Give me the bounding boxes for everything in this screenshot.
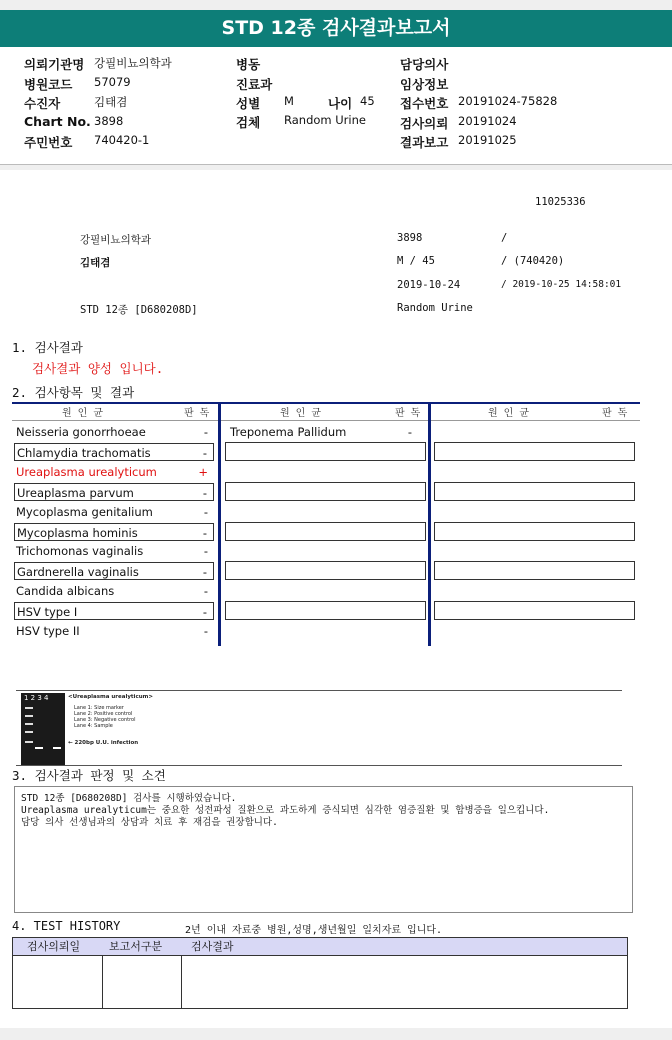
header-clinical	[400, 75, 448, 93]
label-age: 나이	[328, 96, 353, 111]
history-col-result: 검사결과	[191, 940, 234, 953]
gel-band	[25, 723, 33, 725]
report-specimen: Random Urine	[397, 302, 473, 314]
report-chart: 3898	[397, 232, 423, 244]
value-id: 740420-1	[94, 133, 150, 147]
gel-legend-item: Lane 2: Positive control	[74, 711, 133, 717]
value-report: 20191025	[458, 133, 517, 147]
table-row: Chlamydia trachomatis -	[14, 443, 214, 461]
value-code: 57079	[94, 75, 131, 89]
value-sex: M	[284, 94, 294, 108]
col-judge-1: 판 독	[184, 408, 210, 419]
empty-cell	[225, 561, 426, 580]
table-row: Gardnerella vaginalis -	[14, 562, 214, 580]
header-specimen	[236, 113, 366, 131]
table-header-rule	[12, 420, 640, 421]
gel-band	[25, 707, 33, 709]
findings-line: Ureaplasma urealyticum는 중요한 성전파성 질환으로 과도하게 증식되면 심각한 염증질환 및 합병증을 일으킵니다.	[21, 805, 550, 816]
col-judge-3: 판 독	[602, 408, 628, 419]
gel-legend-item: Lane 4: Sample	[74, 723, 113, 729]
empty-cell	[434, 561, 635, 580]
header-code	[24, 75, 131, 93]
col-pathogen-2: 원 인 균	[280, 408, 322, 419]
report-id: / (740420)	[501, 255, 565, 267]
label-patient: 수진자	[24, 96, 61, 111]
header-ward	[236, 55, 260, 73]
value-age: 45	[360, 94, 375, 108]
empty-cell	[434, 482, 635, 501]
col-judge-2: 판 독	[395, 408, 421, 419]
gel-band	[25, 731, 33, 733]
table-row: HSV type II -	[16, 624, 208, 638]
gel-legend-item: Lane 3: Negative control	[74, 717, 136, 723]
label-request: 검사의뢰	[400, 116, 449, 131]
table-row: Treponema Pallidum -	[230, 425, 412, 439]
report-date2: / 2019-10-25 14:58:01	[501, 279, 622, 290]
header-report	[400, 133, 517, 151]
label-receipt: 접수번호	[400, 96, 449, 111]
label-chart: Chart No.	[24, 114, 91, 129]
table-row: Mycoplasma hominis -	[14, 523, 214, 541]
section1-heading: 1. 검사결과	[12, 340, 83, 355]
empty-cell	[434, 522, 635, 541]
table-top-rule	[12, 402, 640, 404]
empty-cell	[225, 482, 426, 501]
label-specimen: 검체	[236, 115, 261, 130]
header-chart	[24, 114, 124, 129]
label-ward: 병동	[236, 57, 261, 72]
report-hospital: 강필비뇨의학과	[80, 234, 152, 246]
label-id: 주민번호	[24, 135, 73, 150]
gel-electrophoresis-panel	[16, 690, 622, 766]
report-title: STD 12종 검사결과보고서	[0, 10, 672, 47]
gel-image	[21, 693, 65, 765]
header-patient	[24, 94, 128, 112]
header-sex	[236, 94, 294, 112]
header-doctor	[400, 55, 448, 73]
report-header	[0, 47, 672, 165]
report-test-code: STD 12종 [D680208D]	[80, 304, 198, 316]
header-dept	[236, 75, 272, 93]
report-sex-age: M / 45	[397, 255, 435, 267]
section4-heading: 4. TEST HISTORY	[12, 919, 121, 933]
history-col-type: 보고서구분	[109, 940, 163, 953]
table-row: Ureaplasma parvum -	[14, 483, 214, 501]
value-specimen: Random Urine	[284, 113, 366, 127]
table-divider-2	[428, 402, 431, 646]
header-receipt	[400, 94, 558, 112]
gel-band	[25, 741, 33, 743]
report-paper	[0, 170, 672, 1028]
value-hospital: 강필비뇨의학과	[94, 56, 172, 70]
label-doctor: 담당의사	[400, 57, 449, 72]
header-request	[400, 114, 517, 132]
test-history-table	[12, 937, 628, 1009]
empty-cell	[434, 442, 635, 461]
empty-cell	[225, 442, 426, 461]
value-request: 20191024	[458, 114, 517, 128]
empty-cell	[225, 522, 426, 541]
value-receipt: 20191024-75828	[458, 94, 558, 108]
col-pathogen-1: 원 인 균	[62, 408, 104, 419]
col-pathogen-3: 원 인 균	[488, 408, 530, 419]
history-note: 2년 이내 자료중 병원,성명,생년월일 일치자료 입니다.	[185, 925, 443, 936]
section3-heading: 3. 검사결과 판정 및 소견	[12, 768, 166, 783]
header-hospital	[24, 55, 172, 73]
label-sex: 성별	[236, 96, 261, 111]
table-row-positive: Ureaplasma urealyticum +	[16, 465, 208, 479]
findings-box	[14, 786, 633, 913]
section2-heading: 2. 검사항목 및 결과	[12, 385, 135, 400]
findings-line: 담당 의사 선생님과의 상담과 치료 후 재검을 권장합니다.	[21, 817, 278, 828]
history-col-date: 검사의뢰일	[27, 940, 81, 953]
label-clinical: 임상정보	[400, 77, 449, 92]
table-row: HSV type I -	[14, 602, 214, 620]
gel-band-label: ← 220bp U.U. infection	[68, 740, 139, 746]
table-row: Trichomonas vaginalis -	[16, 544, 208, 558]
value-patient: 김태겸	[94, 95, 128, 109]
gel-band	[53, 747, 61, 749]
label-code: 병원코드	[24, 77, 73, 92]
table-row: Candida albicans -	[16, 584, 208, 598]
result-summary: 검사결과 양성 입니다.	[32, 361, 164, 376]
empty-cell	[434, 601, 635, 620]
label-report: 결과보고	[400, 135, 449, 150]
table-divider-1	[218, 402, 221, 646]
header-age	[328, 94, 375, 112]
gel-band	[25, 715, 33, 717]
report-date1: 2019-10-24	[397, 279, 461, 291]
label-hospital: 의뢰기관명	[24, 57, 85, 72]
report-patient: 김태겸	[80, 257, 111, 269]
label-dept: 진료과	[236, 77, 273, 92]
history-header	[13, 938, 627, 956]
doc-number: 11025336	[535, 196, 586, 208]
gel-lane-numbers: 1 2 3 4	[24, 694, 49, 702]
findings-line: STD 12종 [D680208D] 검사를 시행하였습니다.	[21, 793, 237, 804]
header-id	[24, 133, 150, 151]
gel-legend-item: Lane 1: Size marker	[74, 705, 124, 711]
empty-cell	[225, 601, 426, 620]
gel-band	[35, 747, 43, 749]
gel-title: <Ureaplasma urealyticum>	[68, 694, 153, 700]
table-row: Mycoplasma genitalium -	[16, 505, 208, 519]
report-slash: /	[501, 232, 508, 244]
value-chart: 3898	[94, 114, 124, 128]
table-row: Neisseria gonorrhoeae -	[16, 425, 208, 439]
